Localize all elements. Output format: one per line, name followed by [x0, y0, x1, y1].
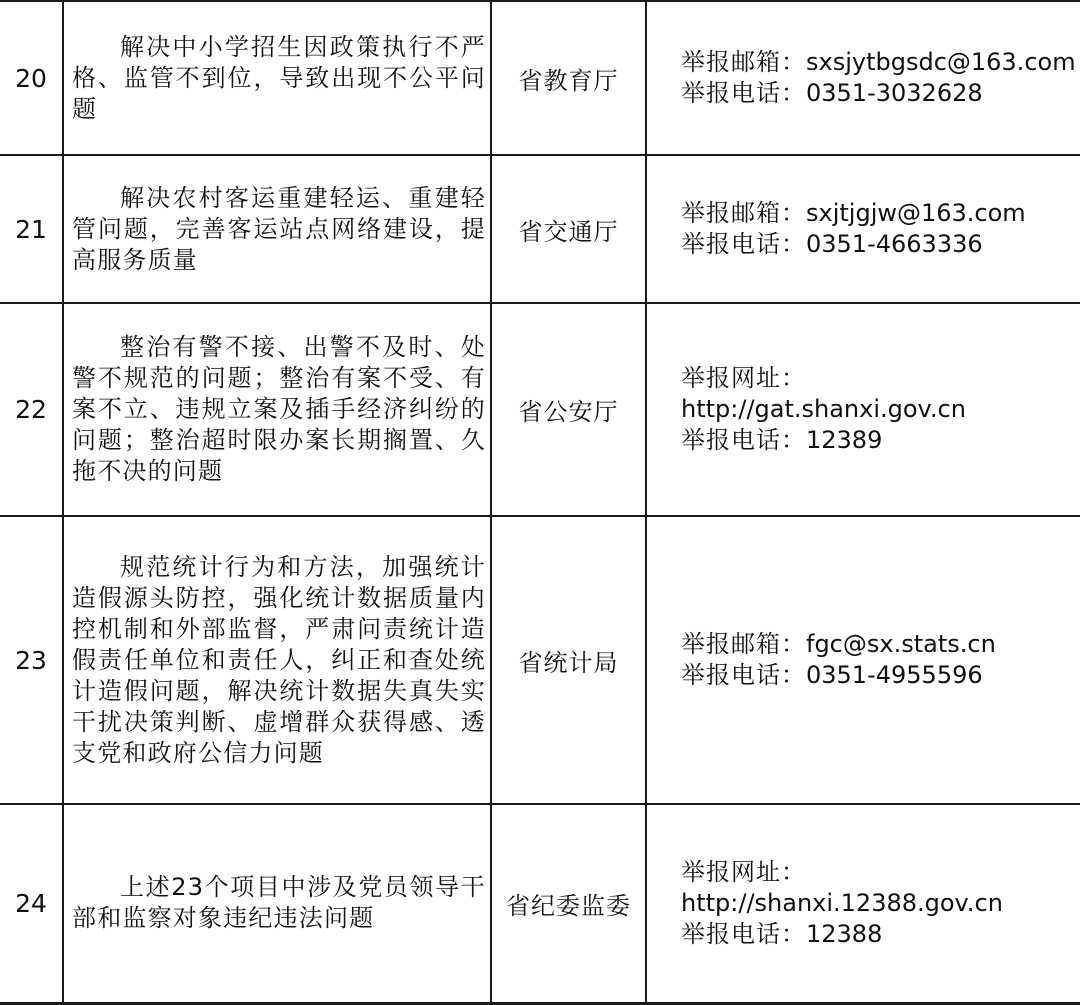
table-row: [0, 1, 1080, 155]
table-row: [0, 155, 1080, 303]
issue-description: [63, 303, 491, 516]
department: 省交通厅: [491, 155, 646, 303]
contact-line: [681, 425, 1080, 456]
row-number: 22: [0, 303, 63, 516]
contact-line: [681, 660, 1080, 691]
contact-label: 举报邮箱：: [681, 199, 806, 227]
contact-label: 举报网址：: [681, 857, 806, 886]
contact-label: 举报邮箱：: [681, 48, 806, 76]
row-number: 23: [0, 516, 63, 804]
contact-label: 举报电话：: [681, 919, 806, 948]
issue-text: 整治有警不接、出警不及时、处警不规范的问题；整治有案不受、有案不立、违规立案及插手经济纠纷的问题；整治超时限办案长期搁置、久拖不决的问题: [72, 333, 486, 485]
contact-line: [681, 229, 1080, 260]
department: 省教育厅: [491, 1, 646, 155]
issue-description: [63, 804, 491, 1003]
contact-info: [646, 1, 1080, 155]
table-row: [0, 303, 1080, 516]
email-value: sxsjytbgsdc@163.com: [806, 48, 1076, 76]
issue-text: 规范统计行为和方法，加强统计造假源头防控，强化统计数据质量内控机制和外部监督，严肃问责统计造假责任单位和责任人，纠正和查处统计造假问题，解决统计数据失真失实干扰决策判断、虚增群众获得感、透支党和政府公信力问题: [72, 552, 486, 767]
issue-text: 上述23个项目中涉及党员领导干部和监察对象违纪违法问题: [72, 873, 486, 933]
contact-info: [646, 804, 1080, 1003]
contact-label: 举报网址：: [681, 364, 806, 392]
contact-line: [681, 78, 1080, 109]
email-value: fgc@sx.stats.cn: [806, 630, 996, 658]
contact-label: 举报电话：: [681, 661, 806, 689]
row-number: 24: [0, 804, 63, 1003]
phone-value: 0351-4663336: [806, 230, 983, 258]
issue-description: [63, 155, 491, 303]
department: 省公安厅: [491, 303, 646, 516]
contact-line: [681, 363, 1080, 394]
contact-line: [681, 629, 1080, 660]
contact-line: [681, 857, 1080, 888]
contact-line: [681, 919, 1080, 950]
issue-description: [63, 516, 491, 804]
phone-value: 12388: [806, 919, 883, 948]
contact-line: [681, 198, 1080, 229]
contact-line: [681, 47, 1080, 78]
email-value: sxjtjgjw@163.com: [806, 199, 1026, 227]
contact-info: [646, 516, 1080, 804]
contact-label: 举报电话：: [681, 426, 806, 454]
contact-label: 举报邮箱：: [681, 630, 806, 658]
table-row: [0, 516, 1080, 804]
row-number: 21: [0, 155, 63, 303]
contact-label: 举报电话：: [681, 230, 806, 258]
contact-line: [681, 888, 1080, 919]
contact-info: [646, 303, 1080, 516]
phone-value: 12389: [806, 426, 883, 454]
issue-text: 解决中小学招生因政策执行不严格、监管不到位，导致出现不公平问题: [72, 32, 486, 123]
issue-text: 解决农村客运重建轻运、重建轻管问题，完善客运站点网络建设，提高服务质量: [72, 183, 486, 274]
contact-label: 举报电话：: [681, 79, 806, 107]
contact-info: [646, 155, 1080, 303]
url-value: http://shanxi.12388.gov.cn: [681, 888, 1003, 917]
contact-line: [681, 394, 1080, 425]
department: 省纪委监委: [491, 804, 646, 1003]
phone-value: 0351-4955596: [806, 661, 983, 689]
department: 省统计局: [491, 516, 646, 804]
issue-description: [63, 1, 491, 155]
table-row: [0, 804, 1080, 1003]
phone-value: 0351-3032628: [806, 79, 983, 107]
row-number: 20: [0, 1, 63, 155]
url-value: http://gat.shanxi.gov.cn: [681, 395, 966, 423]
